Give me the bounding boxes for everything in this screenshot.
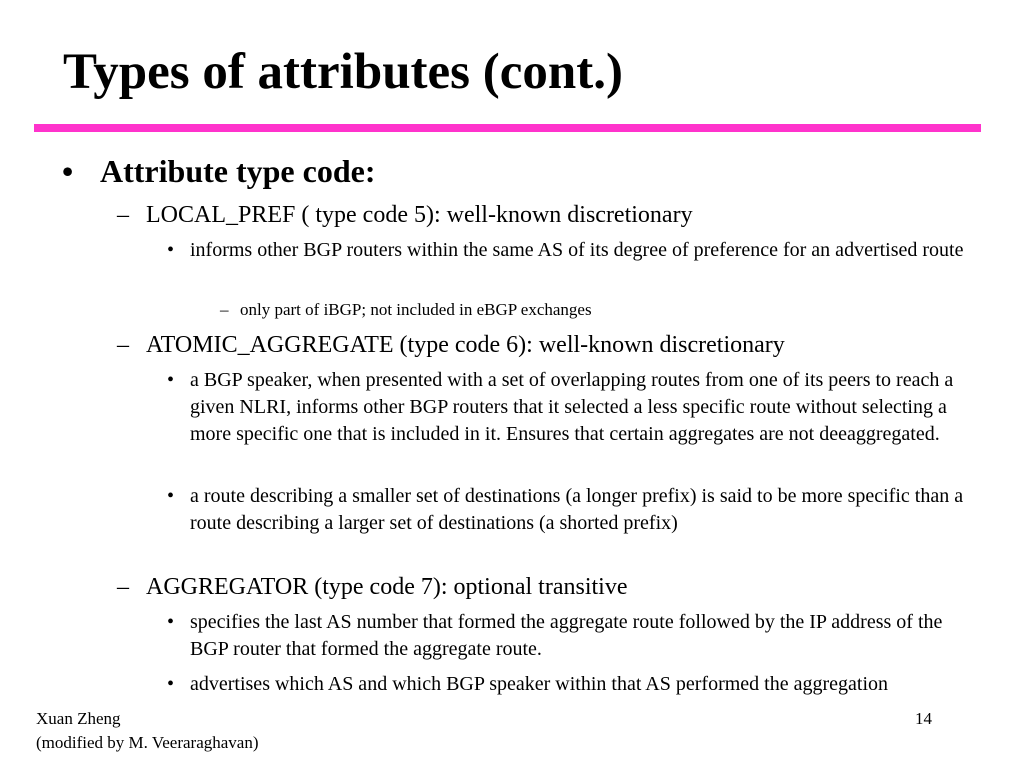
slide-title: Types of attributes (cont.) bbox=[63, 44, 623, 100]
point-local-pref-informs bbox=[167, 237, 967, 264]
subpoint-text: only part of iBGP; not included in eBGP exchanges bbox=[240, 300, 592, 319]
bullet-marker: • bbox=[167, 369, 175, 391]
point-atomic-aggregate-speaker bbox=[167, 367, 967, 448]
bullet-heading: Attribute type code: bbox=[100, 153, 376, 189]
footer-author: Xuan Zheng bbox=[36, 709, 121, 728]
bullet-marker: • bbox=[167, 239, 175, 261]
title-underline bbox=[34, 124, 981, 132]
dash-marker: – bbox=[117, 202, 129, 228]
bullet-marker: • bbox=[167, 673, 175, 695]
page-number: 14 bbox=[915, 709, 932, 728]
bullet-marker: • bbox=[167, 485, 175, 507]
sub-item-label: ATOMIC_AGGREGATE (type code 6): well-known discretionary bbox=[146, 332, 785, 358]
point-text: a BGP speaker, when presented with a set of overlapping routes from one of its peers to reach a given NLRI, informs other BGP routers that it selected a less specific route without selecting a more specific one that is included in it. Ensures that certain aggregates are not deeaggregated. bbox=[190, 369, 954, 445]
point-text: advertises which AS and which BGP speaker within that AS performed the aggregation bbox=[190, 673, 888, 695]
sub-item-aggregator bbox=[117, 573, 977, 601]
sub-item-label: LOCAL_PREF ( type code 5): well-known discretionary bbox=[146, 202, 693, 228]
dash-marker: – bbox=[117, 574, 129, 600]
footer-modified-by: (modified by M. Veeraraghavan) bbox=[36, 733, 259, 752]
footer-credits bbox=[36, 707, 259, 755]
bullet-attribute-type-code bbox=[62, 153, 962, 189]
sub-item-local-pref bbox=[117, 201, 977, 229]
point-aggregator-advertises bbox=[167, 671, 967, 698]
bullet-marker: • bbox=[62, 153, 74, 189]
sub-item-atomic-aggregate bbox=[117, 331, 977, 359]
point-atomic-aggregate-specific bbox=[167, 483, 967, 537]
bullet-marker: • bbox=[167, 611, 175, 633]
point-text: specifies the last AS number that formed the aggregate route followed by the IP address of the BGP router that formed the aggregate route. bbox=[190, 611, 943, 660]
subpoint-local-pref-ibgp bbox=[220, 299, 960, 321]
point-text: a route describing a smaller set of destinations (a longer prefix) is said to be more specific than a route describing a larger set of destinations (a shorted prefix) bbox=[190, 485, 964, 534]
dash-marker: – bbox=[220, 300, 229, 319]
point-aggregator-specifies bbox=[167, 609, 967, 663]
sub-item-label: AGGREGATOR (type code 7): optional transitive bbox=[146, 574, 628, 600]
point-text: informs other BGP routers within the same AS of its degree of preference for an advertised route bbox=[190, 239, 964, 261]
dash-marker: – bbox=[117, 332, 129, 358]
